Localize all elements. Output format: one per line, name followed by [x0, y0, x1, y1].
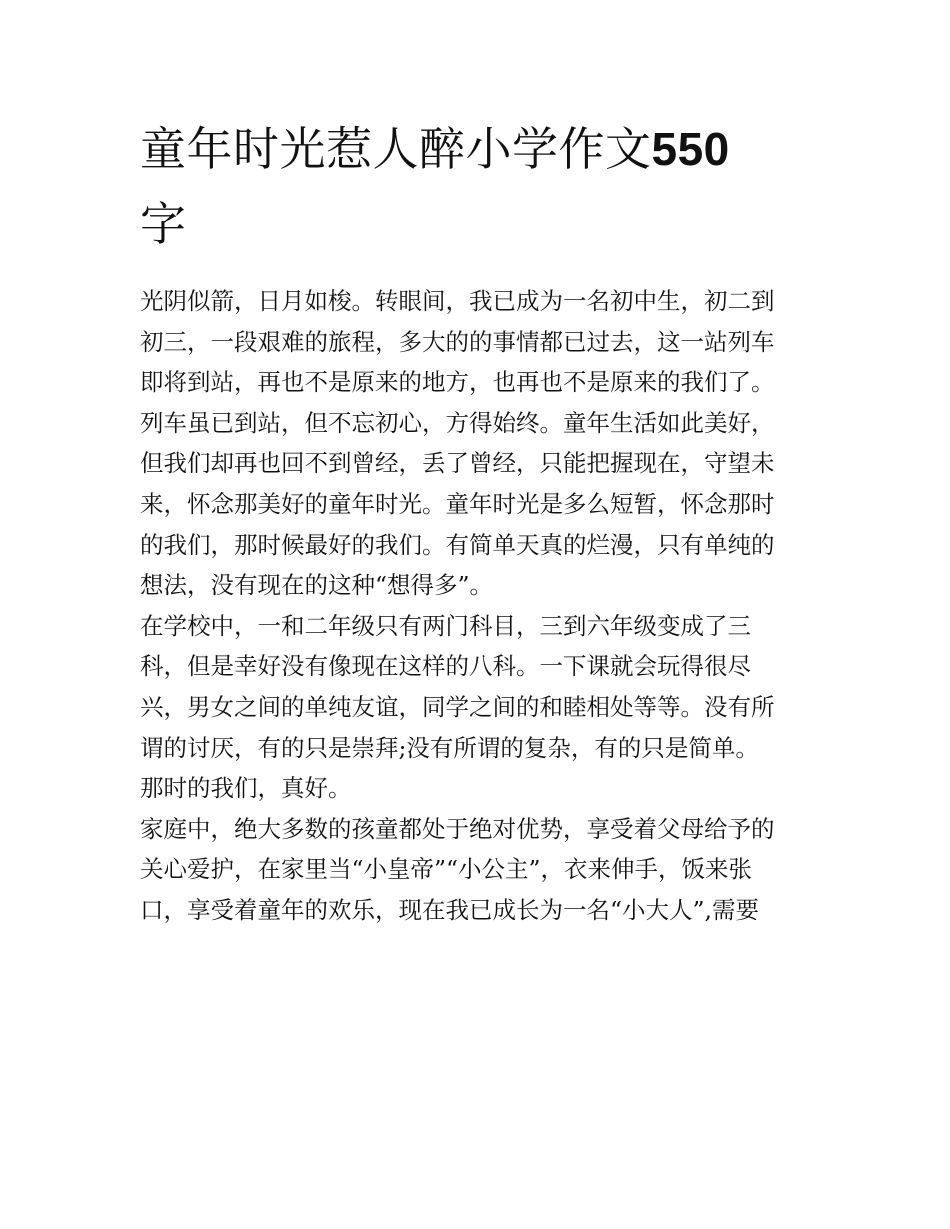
- text-line: 那时的我们，真好。: [140, 774, 352, 803]
- title-end: 字: [140, 197, 187, 251]
- text-line: 在学校中，一和二年级只有两门科目，三到六年级变成了三: [140, 611, 751, 640]
- text-line: 想法，没有现在的这种“想得多”。: [140, 571, 494, 600]
- text-line: 的我们，那时候最好的我们。有简单天真的烂漫，只有单纯的: [140, 530, 775, 559]
- text-line: 家庭中，绝大多数的孩童都处于绝对优势，享受着父母给予的: [140, 814, 775, 843]
- text-line: 光阴似箭，日月如梭。转眼间，我已成为一名初中生，初二到: [140, 287, 775, 315]
- title-main: 童年时光惹人醉小学作文: [140, 122, 652, 176]
- text-line: 科，但是幸好没有像现在这样的八科。一下课就会玩得很尽: [140, 652, 751, 681]
- text-line: 谓的讨厌，有的只是崇拜;没有所谓的复杂，有的只是简单。: [140, 733, 759, 762]
- text-line: 兴，男女之间的单纯友谊，同学之间的和睦相处等等。没有所: [140, 692, 775, 721]
- text-line: 初三，一段艰难的旅程，多大的的事情都已过去，这一站列车: [140, 327, 775, 356]
- title-number: 550: [651, 123, 730, 175]
- page-title: [140, 112, 820, 262]
- text-line: 关心爱护，在家里当“小皇帝”“小公主”，衣来伸手，饭来张: [140, 855, 753, 884]
- text-line: 口，享受着童年的欢乐，现在我已成长为一名“小大人”,需要: [140, 895, 759, 924]
- text-line: 即将到站，再也不是原来的地方，也再也不是原来的我们了。: [140, 368, 775, 397]
- essay-body: [140, 281, 820, 931]
- text-line: 但我们却再也回不到曾经，丢了曾经，只能把握现在，守望未: [140, 449, 775, 478]
- text-line: 来，怀念那美好的童年时光。童年时光是多么短暂，怀念那时: [140, 489, 775, 518]
- text-line: 列车虽已到站，但不忘初心，方得始终。童年生活如此美好，: [140, 408, 775, 437]
